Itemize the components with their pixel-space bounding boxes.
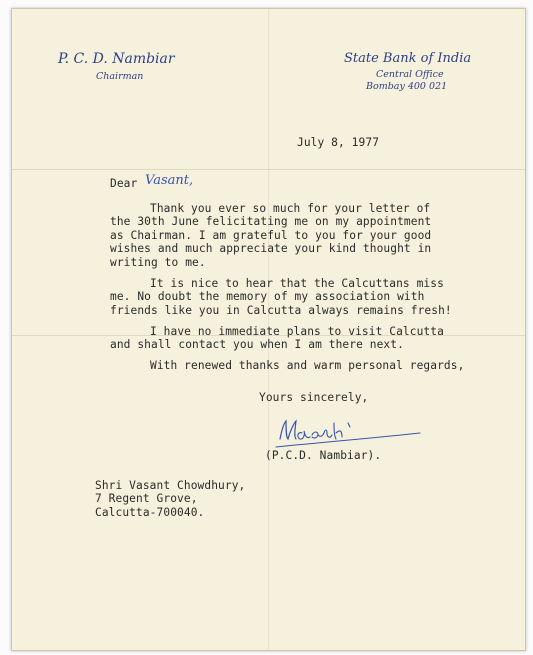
paragraph-line: writing to me. [110, 255, 206, 269]
salutation-handwritten-name: Vasant, [145, 173, 194, 188]
paragraph-line: I have no immediate plans to visit Calcutta [150, 325, 444, 338]
paragraph-line: me. No doubt the memory of my association with [110, 290, 425, 304]
signatory-name: (P.C.D. Nambiar). [265, 449, 382, 462]
letterhead-city: Bombay 400 021 [366, 81, 448, 92]
paragraph-line: friends like you in Calcutta always remains fresh! [110, 303, 452, 317]
paragraph-line: as Chairman. I am grateful to you for your good [110, 228, 432, 242]
address-line: Shri Vasant Chowdhury, [95, 479, 246, 492]
letterhead-title: Chairman [96, 71, 144, 82]
paragraph-1 [110, 202, 431, 269]
paragraph-line: Thank you ever so much for your letter of [150, 202, 431, 215]
paragraph-line: and shall contact you when I am there next. [110, 338, 404, 352]
address-line: 7 Regent Grove, [95, 492, 198, 506]
paragraph-line: the 30th June felicitating me on my appointment [110, 215, 432, 229]
paragraph-line: With renewed thanks and warm personal regards, [150, 359, 465, 372]
letter-date: July 8, 1977 [297, 136, 380, 149]
letterhead-office: Central Office [376, 69, 444, 80]
paragraph-line: It is nice to hear that the Calcuttans miss [150, 277, 444, 290]
paragraph-3 [110, 325, 444, 352]
paragraph-4 [110, 359, 464, 372]
salutation-prefix: Dear [110, 177, 138, 190]
letter-sheet [11, 8, 526, 651]
letterhead-name: P. C. D. Nambiar [58, 51, 175, 67]
closing: Yours sincerely, [259, 391, 369, 404]
paragraph-line: wishes and much appreciate your kind thought in [110, 242, 432, 256]
address-line: Calcutta-700040. [95, 505, 205, 519]
letterhead-org: State Bank of India [344, 51, 472, 66]
paragraph-2 [110, 277, 452, 317]
recipient-address [95, 479, 245, 519]
